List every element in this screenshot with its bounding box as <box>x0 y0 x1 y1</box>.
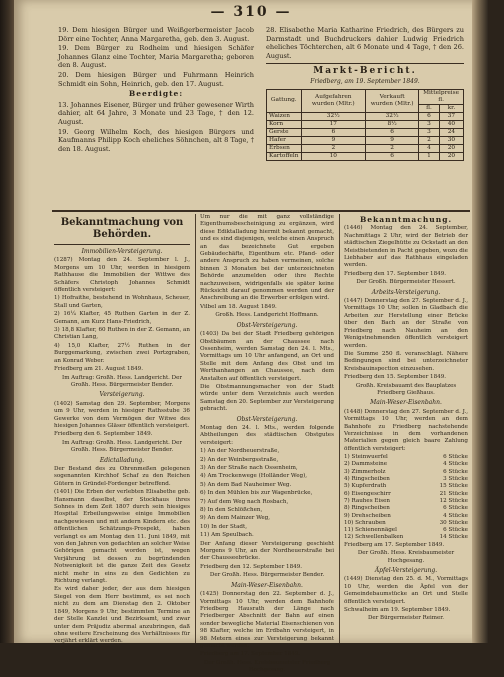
list-item: 6) Eisengeschirr 21 Stücke <box>344 490 468 497</box>
page-edge <box>472 0 488 643</box>
notice-subheading: Versteigerung. <box>99 391 145 399</box>
death-entry-28: 28. Elisabethe Maria Katharine Friedrich, des Bürgers zu Darmstadt und Buchdruckers dahier Ludwig Friedrich eheliches Töchterchen, alt 6 Monate und 4 Tage, † den 26. August. <box>266 26 464 60</box>
death-entry: 13. Johannes Eisener, Bürger und früher gewesener Wirth dahier, alt 64 Jahre, 3 Monate und 23 Tage, † den 12. August. <box>58 100 254 126</box>
list-item: 12) Schwellenbalken 14 Stücke <box>344 534 468 541</box>
list-item: 2) Dammsteine 4 Stücke <box>344 461 468 468</box>
notice-subheading: Äpfel-Versteigerung. <box>374 566 438 574</box>
notice-heading: Bekanntmachung. <box>359 215 453 224</box>
notice-paragraph: Die Obstmannungsmacher von der Stadt würde unter dem Verzeichnis auch werden Samstag den 20. September zur Versteigerung gebracht. <box>200 383 334 413</box>
list-item: 8) Ringscheiben 6 Stücke <box>344 505 468 512</box>
divider <box>54 244 190 245</box>
notice-signature: Großh. Hess. Landgericht Hoffmann. <box>215 312 319 319</box>
notice-paragraph: (1449) Dienstag den 25. d. M., Vormittags 10 Uhr, werden die Äpfel von der Gemeindebaumstücke an Ort und Stelle öffentlich versteigert. <box>344 576 468 605</box>
list-item: 3) Zimmerholz 6 Stücke <box>344 468 468 475</box>
notice-subheading: Obst-Versteigerung. <box>236 415 298 423</box>
notice-signature: Im Auftrag: Großh. Hess. Landgericht. Der Großh. Hess. Bürgermeister Bender. <box>62 439 182 454</box>
market-table <box>266 89 464 161</box>
list-item: 9) Drehscheiben 4 Stücke <box>344 512 468 519</box>
list-item: 4) Ringscheiben 3 Stücke <box>344 476 468 483</box>
notice-date: Vilbel am 18. August 1849. <box>200 303 277 310</box>
death-entry: 19. Georg Wilhelm Koch, des hiesigen Bürgers und Kaufmanns Philipp Koch eheliches Söhnchen, alt 8 Tage, † den 18. August. <box>58 127 254 153</box>
col-header-type: Gattung. <box>267 89 302 112</box>
col-header-price: Mittelpreise fl. <box>419 89 464 104</box>
notice-date: Friedberg am 17. September 1849. <box>200 651 301 658</box>
notice-signature: Der Großh. Hess. Bürgermeister Bender. <box>209 572 325 579</box>
table-row: Hafer 9 9 2 30 <box>267 136 464 144</box>
notice-paragraph: (1403) Da bei der Stadt Friedberg gehörigen Obstbäumen an der Chaussee nach Ossenheim, werden Samstag den 24. l. Mts., Vormittags um 10 Uhr anfangend, an Ort und Stelle mit dem Anfang des Obst und im Werthanhangen an Chaussee, nach dem Anstalten auf öffentlich versteigert. <box>200 331 334 382</box>
list-item: 9) An dem Mainzer Weg, <box>200 515 271 522</box>
col-header-sold: Verkauft wurden (Mltr.) <box>366 89 419 112</box>
notice-subheading: Edictalladung. <box>99 456 145 464</box>
birth-entry: 19. Dem Bürger zu Rodheim und hiesigen Schäfer Johannes Glanz eine Tochter, Maria Margaretha; geboren den 8. August. <box>58 44 254 70</box>
notice-signature: Im Auftrag: Großh. Hess. Landgericht. Der Großh. Hess. Bürgermeister Bender. <box>62 374 182 388</box>
list-item: 10) Schrauben 30 Stücke <box>344 519 468 526</box>
market-block <box>266 26 464 161</box>
notice-date: Friedberg den 15. September 1849. <box>344 374 447 381</box>
births-deaths-block <box>58 26 254 154</box>
notice-date: Friedberg am 17. September 1849. <box>344 541 445 548</box>
col-header-supplied: Aufgefahren wurden (Mltr.) <box>301 89 366 112</box>
list-item: 8) In den Schlößchen, <box>200 507 263 514</box>
list-item: 7) Rauhes Eisen 12 Stücke <box>344 497 468 504</box>
table-row: Kartoffeln 10 6 1 20 <box>267 152 464 160</box>
table-row: Waizen 32½ 32½ 6 37 <box>267 112 464 120</box>
column-1 <box>54 214 190 647</box>
notice-paragraph: (1447) Donnerstag den 27. September d. J., Vormittags 10 Uhr, sollen in Gladbach die Arbeiten zur Herstellung einer Brücke über den Bach an der Straße von Friedberg nach Nauheim an den Wenigstnehmenden öffentlich versteigert werden. <box>344 298 468 349</box>
notice-paragraph: Die Summe 250 fl. veranschlagt. Nähere Bedingungen sind bei unterzeichneter Kreisbauinspection einzusehen. <box>344 350 468 372</box>
list-item: 1) Steinwuerfel 6 Stücke <box>344 454 468 461</box>
notice-paragraph: Montag den 24. l. Mts., werden folgende Abtheilungen des städtischen Obstgutes versteigert: <box>200 424 334 446</box>
notice-paragraph: Der Bestand des zu Ohrenmeßen gelegenen sogenannten Kirchhof Schaf zu den Reichen Gütern in Gründel-Fordenger betreffend. <box>54 465 190 487</box>
book-binding <box>0 0 14 643</box>
page-number: — 310 — <box>210 4 292 20</box>
notice-signature: Der Großh. Hess. Kreisbaumeister Hochgesang. <box>357 550 455 564</box>
notice-signature: Der Großh. Bürgermeister Hessert. <box>356 279 456 286</box>
list-item: 1) Hofraithe, bestehend in Wohnhaus, Scheuer, Stall und Garten, <box>54 295 190 309</box>
notice-date: Friedberg den 17. September 1849. <box>344 270 447 277</box>
table-row: Erbsen 2 2 4 20 <box>267 144 464 152</box>
column-rule <box>195 214 196 643</box>
table-header-row <box>267 89 464 104</box>
list-item: 2) 16¼ Klafter, 45 Ruthen Garten in der Z. Gemann, am Kurz Hans-Friedrich, <box>54 311 190 325</box>
birth-entry: 20. Dem hiesigen Bürger und Fuhrmann Heinrich Schmidt ein Sohn, Heinrich, geb. den 17. August. <box>58 70 254 88</box>
notice-paragraph: Um nur die mit ganz vollständige Eigenthumsbescheinigung zu ergänzen, wird diese Ediktalladung hiermit bekannt gemacht, und es sind diejenigen, welche einen Anspruch an das bezeichnete Gut ergeben Gebäudechäfte, Eigenthum etc. Pfand- oder andere Anspruch zu haben vermeinen, solche binnen 3 Monaten bei der unterzeichneten Behörde anzumelden oder ihre Rechte nachzuweisen, widrigenfalls sie später keine Rücksicht darauf genommen werden und der Anschreibung an die Erwerber erfolgen wird. <box>200 214 334 302</box>
notice-paragraph: (1446) Montag den 24. September, Nachmittags 2 Uhr, wird der Betrieb der städtischen Ziegelhütte zu Ockstadt an den Meistbietenden in Pacht gegeben, wozu die Liebhaber auf das Rathhaus eingeladen werden. <box>344 225 468 269</box>
list-item: 3) An der Straße nach Ossenheim, <box>200 465 298 471</box>
list-item: 1) An der Nordheuerstraße, <box>200 448 280 455</box>
notice-date: Friedberg den 12. September 1849. <box>200 563 303 570</box>
col-header-kr: kr. <box>439 104 463 112</box>
notice-date: Friedberg am 21. August 1849. <box>54 366 143 373</box>
list-item: 5) Kupferdrath 15 Stücke <box>344 483 468 490</box>
notice-subheading: Main-Weser-Eisenbahn. <box>370 399 442 407</box>
column-3 <box>344 214 468 625</box>
materials-list <box>344 454 468 542</box>
notice-signature: Großh. Kreisbauamt des Bauplatzes Friedberg Gießhaus. <box>355 382 457 396</box>
notice-subheading: Obst-Versteigerung. <box>236 321 298 329</box>
list-item: 11) Schienennägel 6 Stücke <box>344 527 468 534</box>
notice-paragraph: Es wird daher jeder, der aus dem hiesigen Siegel von dem Herr bestimmt, es sei noch nicht zu dem am Dienstag den 2. Oktober 1849, Morgens 9 Uhr, bestimmten Termine an der Stelle Kanzlei und Bezirksamt, und zwar unter dem Präjudiz abermal anzubringen, daß ohne weitere Erscheinung des Verhältnisses für verjährt erklärt werden. <box>54 586 190 645</box>
notice-paragraph: (1401) Die Erben der verlebten Elisabethe geb. Hansmann daselbst, der Stockhaus ihres Sohnes in dem Zeit 1807 durch sein hiesiges Hospital Erbeilungsweise einige Immobilien nachgewiesen und mit andern Kindern etc. des öffentlichen Schätzungs-Prospekt, haben verlangt es am Montag den 11. Juni 1849, mit von den Jahren von gedachten an solcher Weise Gehörigen gemacht worden ist, wegen Verjährung ist dessen zu begründenden Notwenigkeit ist die ganze Zeit des Gesetz nicht mehr in eins zu den Gedichten zu Richtung verlangt. <box>54 489 190 585</box>
list-item: 4) 15,0 Klafter, 27½ Ruthen in der Burggemarkung, zwischen zwei Portzgraben, an Konrad Weber. <box>54 342 190 364</box>
notice-signature: Der Bürgermeister Reimer. <box>368 615 444 622</box>
notice-paragraph: Der Anfang dieser Versteigerung geschieht Morgens 9 Uhr, an der Nordheuerstraße bei der Chausseebrücke. <box>200 540 334 562</box>
notice-paragraph: (1448) Donnerstag den 27. September d. J., Vormittags 10 Uhr, werden an dem Bahnhofe zu Friedberg nachstehende Verzeichnisse in dem vorhandenen Materialien gegen gleich baare Zahlung öffentlich versteigert: <box>344 408 468 452</box>
table-row: Korn 17 8½ 3 40 <box>267 120 464 128</box>
notice-subheading: Main-Weser-Eisenbahn. <box>231 581 303 589</box>
notice-paragraph: (1425) Donnerstag den 22. September d. J., Vormittags 10 Uhr, werden dem Bahnhofe Friedberg Hausrath der Länge nach Friedberger Abschnitt der Bahn auf einen sonder bewegliche Material Eisenschienen von 98 Klafter, welche im Erdbahn versteigert, in 98 Metern eines zur Versteigerung bekannt gemacht werden. <box>200 591 334 649</box>
notice-signature: Der Großh. Hess. Kreisbaumeister Friedberg Hochgesang. <box>204 659 330 674</box>
list-item: 4) Am Trockenwege (Holländer Weg), <box>200 473 308 480</box>
beerdigte-heading: Beerdigte: <box>128 89 184 99</box>
column-rule <box>339 214 340 643</box>
list-item: 7) Auf dem Weg nach Rosbach, <box>200 498 289 505</box>
notice-date: Friedberg den 6. September 1849. <box>54 431 153 438</box>
notice-date: Schwalheim am 19. September 1849. <box>344 607 451 613</box>
list-item: 10) In der Stadt, <box>200 523 248 530</box>
list-item: 11) Am Speulbach. <box>200 532 254 539</box>
section-divider <box>52 210 470 212</box>
notice-paragraph: (1402) Samstag den 29. September, Morgens um 9 Uhr, werden in hiesiger Rathsstube 36 Gewerke von dem Vermögen der Witwe des hiesigen Johannes Gläser öffentlich versteigert. <box>54 400 190 429</box>
list-item: 6) In den Mühlen bis zur Wagenbrücke, <box>200 490 313 497</box>
section-heading: Bekanntmachung von Behörden. <box>60 217 184 240</box>
divider <box>266 63 464 64</box>
notice-subheading: Immobilien-Versteigerung. <box>81 248 163 255</box>
list-item: 2) An der Weinbergsstraße, <box>200 456 279 463</box>
market-report-date: Friedberg, am 19. September 1849. <box>310 77 420 85</box>
market-report-title: Markt-Bericht. <box>313 66 417 77</box>
notice-paragraph: (1287) Montag den 24. September l. J., Morgens um 10 Uhr, werden in hiesigem Rathhause die Immobilien der Wittwe des Schäfers Christoph Johannes Schmidt öffentlich versteigert: <box>54 257 190 294</box>
list-item: 3) 18,8 Klafter, 60 Ruthen in der Z. Gemann, an Christian Lang, <box>54 327 190 341</box>
newspaper-page <box>14 0 488 674</box>
birth-entry: 19. Dem hiesigen Bürger und Weißgerbermeister Jacob Dörr eine Tochter, Anna Margaretha, geb. den 3. August. <box>58 26 254 43</box>
table-row: Gerste 6 6 3 24 <box>267 128 464 136</box>
col-header-fl: fl. <box>419 104 440 112</box>
column-2 <box>200 214 334 677</box>
notice-subheading: Arbeits-Versteigerung. <box>371 288 441 296</box>
list-item: 5) An dem Bad Nauheimer Weg. <box>200 481 292 488</box>
